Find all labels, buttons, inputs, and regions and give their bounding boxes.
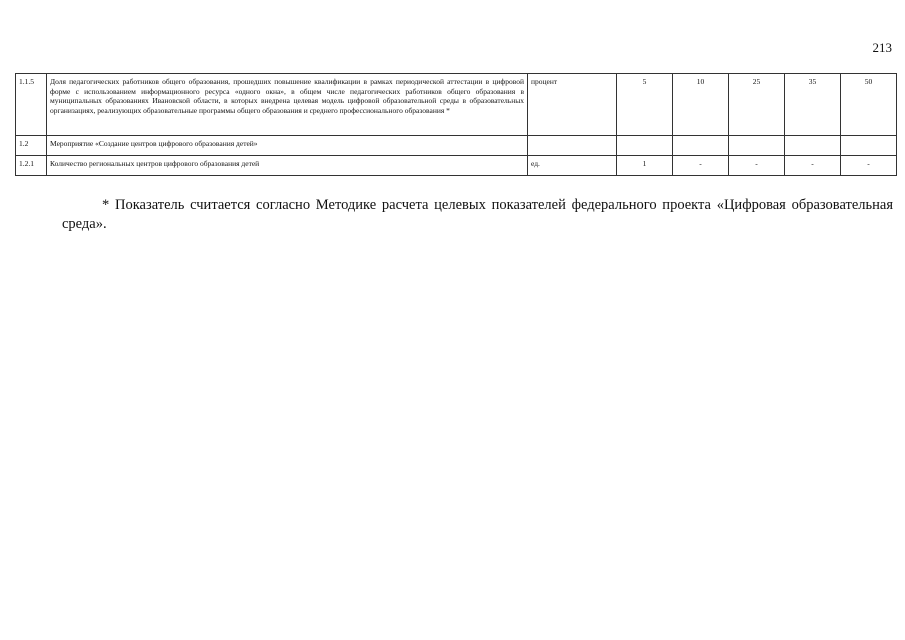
value-cell [841, 136, 897, 156]
value-cell: 35 [785, 74, 841, 136]
page-number: 213 [872, 40, 892, 55]
footnote: * Показатель считается согласно Методике расчета целевых показателей федерального проекта «Цифровая образовательная среда». [62, 197, 893, 233]
value-cell: - [729, 156, 785, 176]
row-number: 1.1.5 [16, 74, 47, 136]
value-cell: 10 [673, 74, 729, 136]
value-cell: 1 [617, 156, 673, 176]
value-cell: - [785, 156, 841, 176]
indicator-name: Доля педагогических работников общего образования, прошедших повышение квалификации в рамках периодической аттестации в цифровой форме с использованием информационного ресурса «одного окна», в общем числе педагогических работников общего образования в муниципальных образованиях Ивановской области, в которых внедрена целевая модель цифровой образовательной среды в образовательных организациях, реализующих образовательные программы общего образования и среднего профессионального образования * [47, 74, 528, 136]
value-cell [673, 136, 729, 156]
indicators-table [15, 73, 897, 176]
value-cell: 25 [729, 74, 785, 136]
table-row [16, 74, 897, 136]
value-cell [617, 136, 673, 156]
value-cell: 5 [617, 74, 673, 136]
value-cell [729, 136, 785, 156]
row-number: 1.2 [16, 136, 47, 156]
value-cell: 50 [841, 74, 897, 136]
unit-cell: ед. [528, 156, 617, 176]
row-number: 1.2.1 [16, 156, 47, 176]
value-cell [785, 136, 841, 156]
unit-cell [528, 136, 617, 156]
indicator-name: Мероприятие «Создание центров цифрового образования детей» [47, 136, 528, 156]
unit-cell: процент [528, 74, 617, 136]
table-row [16, 136, 897, 156]
indicator-name: Количество региональных центров цифрового образования детей [47, 156, 528, 176]
value-cell: - [841, 156, 897, 176]
table-row [16, 156, 897, 176]
value-cell: - [673, 156, 729, 176]
